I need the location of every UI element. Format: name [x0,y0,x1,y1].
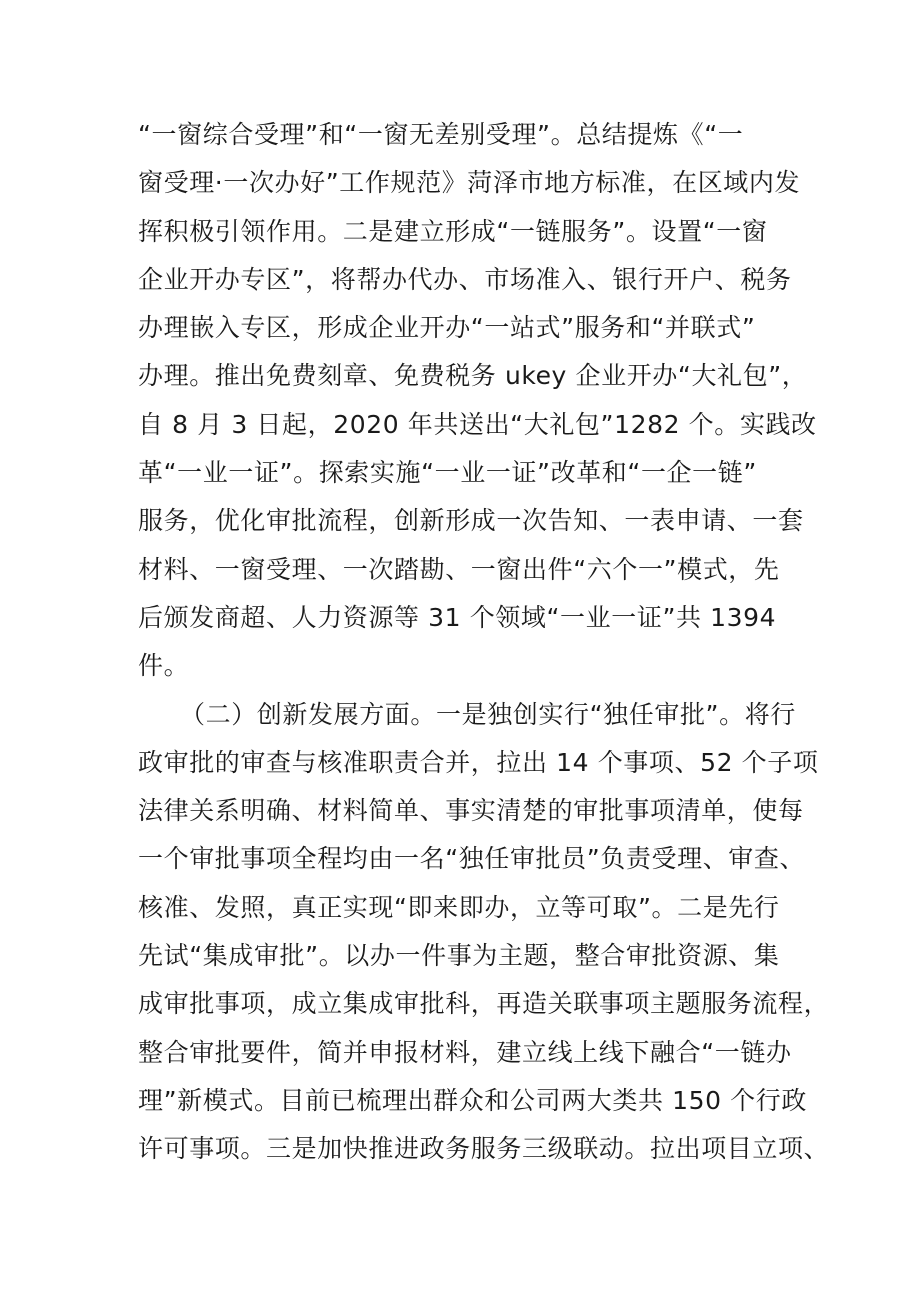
text-line: 整合审批要件，简并申报材料，建立线上线下融合“一链办 [138,1037,792,1067]
text-line: 办理。推出免费刻章、免费税务 ukey 企业开办“大礼包”， [138,361,808,391]
text-line: 材料、一窗受理、一次踏勘、一窗出件“六个一”模式，先 [138,554,780,584]
text-line: 革“一业一证”。探索实施“一业一证”改革和“一企一链” [138,458,757,488]
text-line: 后颁发商超、人力资源等 31 个领域“一业一证”共 1394 [138,602,777,632]
text-line: 政审批的审查与核准职责合并，拉出 14 个事项、52 个子项 [138,747,819,777]
text-line: 一个审批事项全程均由一名“独任审批员”负责受理、审查、 [138,844,806,874]
text-line: 挥积极引领作用。二是建立形成“一链服务”。设置“一窗 [138,216,768,246]
text-line: 核准、发照，真正实现“即来即办，立等可取”。二是先行 [138,892,780,922]
text-line: 件。 [138,651,190,681]
text-line: 成审批事项，成立集成审批科，再造关联事项主题服务流程， [138,989,830,1019]
text-line: 办理嵌入专区，形成企业开办“一站式”服务和“并联式” [138,313,756,343]
text-line: “一窗综合受理”和“一窗无差别受理”。总结提炼《“一 [138,120,744,149]
text-line: 窗受理·一次办好”工作规范》菏泽市地方标准，在区域内发 [138,168,801,198]
text-line: 自 8 月 3 日起，2020 年共送出“大礼包”1282 个。实践改 [138,409,817,439]
text-line: 法律关系明确、材料简单、事实清楚的审批事项清单，使每 [138,796,804,826]
text-line: 理”新模式。目前已梳理出群众和公司两大类共 150 个行政 [138,1085,807,1115]
text-line: 服务，优化审批流程，创新形成一次告知、一表申请、一套 [138,506,804,536]
document-body [138,111,830,1174]
text-line: 先试“集成审批”。以办一件事为主题，整合审批资源、集 [138,941,780,971]
text-line: 企业开办专区”，将帮办代办、市场准入、银行开户、税务 [138,264,792,294]
paragraph-start-line: （二）创新发展方面。一是独创实行“独任审批”。将行 [180,699,796,729]
text-line: 许可事项。三是加快推进政务服务三级联动。拉出项目立项、 [138,1134,830,1164]
